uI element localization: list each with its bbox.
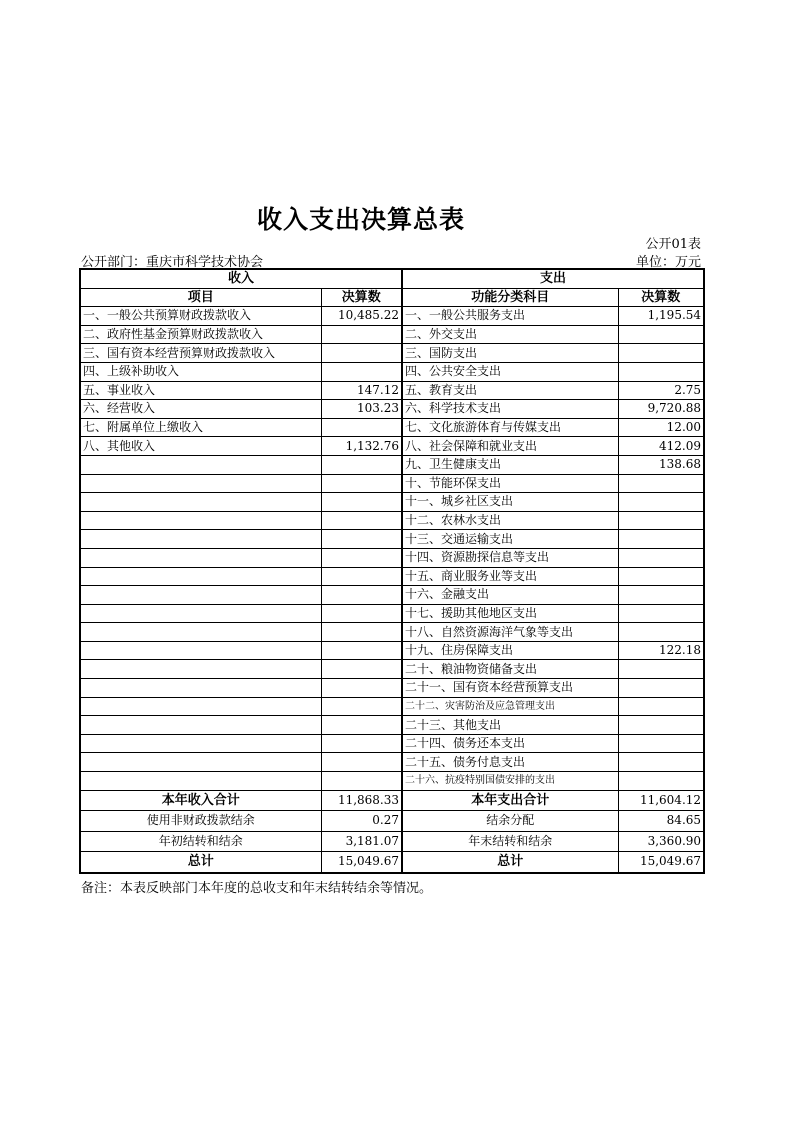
income-amount (321, 344, 402, 363)
amount-header-left: 决算数 (321, 288, 402, 307)
table-row (80, 641, 704, 660)
begin-carryover-amount: 3,181.07 (321, 831, 402, 852)
expense-amount (618, 679, 704, 698)
expense-item: 七、文化旅游体育与传媒支出 (402, 418, 618, 437)
income-item (80, 772, 321, 791)
grand-total-left-label: 总计 (80, 852, 321, 873)
income-item (80, 548, 321, 567)
table-row (80, 455, 704, 474)
income-item (80, 567, 321, 586)
table-row (80, 418, 704, 437)
expense-amount: 1,195.54 (618, 307, 704, 326)
table-row (80, 381, 704, 400)
expense-item: 二十、粮油物资储备支出 (402, 660, 618, 679)
income-amount (321, 734, 402, 753)
table-row (80, 716, 704, 735)
expense-amount (618, 344, 704, 363)
page-title: 收入支出决算总表 (256, 205, 465, 234)
income-item: 五、事业收入 (80, 381, 321, 400)
table-row (80, 697, 704, 716)
income-item (80, 753, 321, 772)
expense-amount (618, 474, 704, 493)
table-row (80, 344, 704, 363)
income-amount: 10,485.22 (321, 307, 402, 326)
income-amount (321, 325, 402, 344)
table-row (80, 679, 704, 698)
expense-amount (618, 548, 704, 567)
income-amount (321, 679, 402, 698)
income-amount (321, 511, 402, 530)
income-amount (321, 716, 402, 735)
expense-amount: 12.00 (618, 418, 704, 437)
table-row (80, 493, 704, 512)
expense-item: 十三、交通运输支出 (402, 530, 618, 549)
income-item (80, 604, 321, 623)
expense-amount (618, 530, 704, 549)
expense-amount (618, 623, 704, 642)
total-row-carryover (80, 831, 704, 852)
income-item (80, 474, 321, 493)
income-amount (321, 753, 402, 772)
grand-total-row (80, 852, 704, 873)
table-row (80, 567, 704, 586)
income-amount (321, 604, 402, 623)
income-amount (321, 474, 402, 493)
expense-amount (618, 325, 704, 344)
table-header-row-2 (80, 288, 704, 307)
income-item (80, 511, 321, 530)
income-item: 八、其他收入 (80, 437, 321, 456)
income-amount (321, 641, 402, 660)
expense-item: 二、外交支出 (402, 325, 618, 344)
expense-amount (618, 772, 704, 791)
income-header: 收入 (80, 269, 402, 288)
expense-amount (618, 753, 704, 772)
expense-total-label: 本年支出合计 (402, 790, 618, 811)
table-row (80, 362, 704, 381)
expense-item: 三、国防支出 (402, 344, 618, 363)
income-item (80, 697, 321, 716)
nonfiscal-label: 使用非财政拨款结余 (80, 811, 321, 832)
income-amount: 103.23 (321, 400, 402, 419)
income-item (80, 716, 321, 735)
expense-amount (618, 493, 704, 512)
expense-amount (618, 362, 704, 381)
income-item (80, 660, 321, 679)
expense-amount (618, 511, 704, 530)
income-amount: 147.12 (321, 381, 402, 400)
expense-item: 九、卫生健康支出 (402, 455, 618, 474)
expense-item: 二十三、其他支出 (402, 716, 618, 735)
expense-item: 十一、城乡社区支出 (402, 493, 618, 512)
income-amount (321, 567, 402, 586)
footnote: 备注：本表反映部门本年度的总收支和年末结转结余等情况。 (81, 881, 433, 896)
income-item (80, 586, 321, 605)
expense-item: 二十四、债务还本支出 (402, 734, 618, 753)
income-item: 四、上级补助收入 (80, 362, 321, 381)
begin-carryover-label: 年初结转和结余 (80, 831, 321, 852)
income-amount (321, 772, 402, 791)
income-amount (321, 530, 402, 549)
income-item (80, 455, 321, 474)
expense-item: 十五、商业服务业等支出 (402, 567, 618, 586)
expense-item: 十八、自然资源海洋气象等支出 (402, 623, 618, 642)
grand-total-left: 15,049.67 (321, 852, 402, 873)
expense-item: 十九、住房保障支出 (402, 641, 618, 660)
income-item (80, 641, 321, 660)
table-row (80, 772, 704, 791)
income-amount (321, 548, 402, 567)
income-item (80, 530, 321, 549)
income-item: 三、国有资本经营预算财政拨款收入 (80, 344, 321, 363)
income-amount (321, 362, 402, 381)
item-header: 项目 (80, 288, 321, 307)
income-amount (321, 623, 402, 642)
income-amount (321, 455, 402, 474)
table-row (80, 474, 704, 493)
expense-item: 八、社会保障和就业支出 (402, 437, 618, 456)
amount-header-right: 决算数 (618, 288, 704, 307)
income-amount (321, 697, 402, 716)
end-carryover-label: 年末结转和结余 (402, 831, 618, 852)
income-item (80, 623, 321, 642)
expense-item: 十二、农林水支出 (402, 511, 618, 530)
income-amount (321, 493, 402, 512)
nonfiscal-amount: 0.27 (321, 811, 402, 832)
table-row (80, 753, 704, 772)
table-row (80, 325, 704, 344)
expense-item: 十七、援助其他地区支出 (402, 604, 618, 623)
budget-table (79, 268, 705, 874)
expense-item: 十、节能环保支出 (402, 474, 618, 493)
total-row-nonfiscal (80, 811, 704, 832)
table-row (80, 586, 704, 605)
total-row-current-year (80, 790, 704, 811)
expense-amount (618, 567, 704, 586)
expense-item: 十六、金融支出 (402, 586, 618, 605)
income-item (80, 493, 321, 512)
expense-total: 11,604.12 (618, 790, 704, 811)
expense-amount: 9,720.88 (618, 400, 704, 419)
expense-item: 一、一般公共服务支出 (402, 307, 618, 326)
income-total: 11,868.33 (321, 790, 402, 811)
grand-total-right: 15,049.67 (618, 852, 704, 873)
expense-amount (618, 586, 704, 605)
grand-total-right-label: 总计 (402, 852, 618, 873)
income-amount (321, 418, 402, 437)
unit-label: 单位：万元 (635, 255, 701, 270)
income-item (80, 734, 321, 753)
expense-amount: 2.75 (618, 381, 704, 400)
table-header-row-1 (80, 269, 704, 288)
income-amount: 1,132.76 (321, 437, 402, 456)
expense-item: 五、教育支出 (402, 381, 618, 400)
income-item: 六、经营收入 (80, 400, 321, 419)
func-subject-header: 功能分类科目 (402, 288, 618, 307)
income-total-label: 本年收入合计 (80, 790, 321, 811)
expense-item: 二十六、抗疫特别国债安排的支出 (402, 772, 618, 791)
expense-item: 二十五、债务付息支出 (402, 753, 618, 772)
expense-amount: 122.18 (618, 641, 704, 660)
end-carryover-amount: 3,360.90 (618, 831, 704, 852)
expense-amount (618, 734, 704, 753)
expense-amount: 138.68 (618, 455, 704, 474)
expense-item: 二十一、国有资本经营预算支出 (402, 679, 618, 698)
table-row (80, 307, 704, 326)
expense-item: 四、公共安全支出 (402, 362, 618, 381)
surplus-dist-amount: 84.65 (618, 811, 704, 832)
table-row (80, 437, 704, 456)
department-label: 公开部门：重庆市科学技术协会 (81, 255, 264, 270)
table-row (80, 548, 704, 567)
table-row (80, 623, 704, 642)
table-row (80, 530, 704, 549)
table-row (80, 400, 704, 419)
expense-amount: 412.09 (618, 437, 704, 456)
expense-item: 二十二、灾害防治及应急管理支出 (402, 697, 618, 716)
expense-header: 支出 (402, 269, 704, 288)
expense-item: 六、科学技术支出 (402, 400, 618, 419)
income-item: 七、附属单位上缴收入 (80, 418, 321, 437)
surplus-dist-label: 结余分配 (402, 811, 618, 832)
table-row (80, 734, 704, 753)
income-amount (321, 660, 402, 679)
expense-item: 十四、资源勘探信息等支出 (402, 548, 618, 567)
table-row (80, 660, 704, 679)
income-item (80, 679, 321, 698)
income-item: 一、一般公共预算财政拨款收入 (80, 307, 321, 326)
form-number: 公开01表 (645, 237, 701, 252)
expense-amount (618, 604, 704, 623)
income-item: 二、政府性基金预算财政拨款收入 (80, 325, 321, 344)
expense-amount (618, 697, 704, 716)
expense-amount (618, 716, 704, 735)
table-row (80, 604, 704, 623)
expense-amount (618, 660, 704, 679)
income-amount (321, 586, 402, 605)
table-row (80, 511, 704, 530)
